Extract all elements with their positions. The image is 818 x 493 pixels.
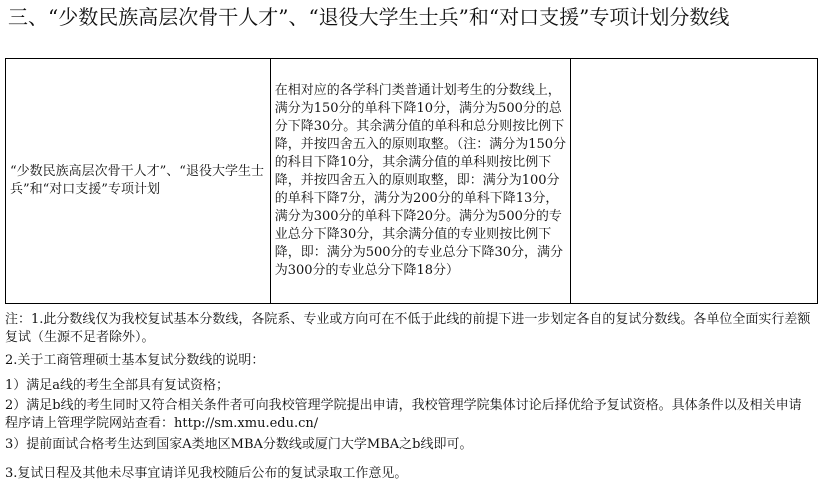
section-heading: 三、“少数民族高层次骨干人才”、“退役大学生士兵”和“对口支援”专项计划分数线: [8, 5, 730, 29]
empty-cell: [571, 59, 818, 304]
note-2-item-3: 3）提前面试合格考生达到国家A类地区MBA分数线或厦门大学MBA之b线即可。: [5, 437, 473, 452]
score-rule-cell: 在相对应的各学科门类普通计划考生的分数线上，满分为150分的单科下降10分，满分为500分的总分下降30分。其余满分值的单科和总分则按比例下降，并按四舍五入的原则取整。（注：满分为150分的科目下降10分，其余满分值的单科则按比例下降，并按四舍五入的原则取整，即：满分为100分的单科下降7分，满分为200分的单科下降13分，满分为300分的单科下降20分。满分为500分的专业总分下降30分，其余满分值的专业则按比例下降，即：满分为500分的专业总分下降30分，满分为300分的专业总分下降18分）: [270, 59, 571, 304]
note-2-heading: 2.关于工商管理硕士基本复试分数线的说明：: [5, 353, 265, 368]
plan-name-cell: “少数民族高层次骨干人才”、“退役大学生士兵”和“对口支援”专项计划: [6, 59, 271, 304]
special-plan-table: [5, 58, 818, 304]
table-row: [6, 59, 818, 304]
note-1: 注：1.此分数线仅为我校复试基本分数线，各院系、专业或方向可在不低于此线的前提下进一步划定各自的复试分数线。各单位全面实行差额复试（生源不足者除外）。: [5, 312, 811, 345]
note-2-item-2: 2）满足b线的考生同时又符合相关条件者可向我校管理学院提出申请，我校管理学院集体讨论后择优给予复试资格。具体条件以及相关申请程序请上管理学院网站查看：http://sm.xmu.edu.cn/: [5, 398, 802, 431]
note-3: 3.复试日程及其他未尽事宜请详见我校随后公布的复试录取工作意见。: [5, 466, 408, 481]
note-2-item-1: 1）满足a线的考生全部具有复试资格；: [5, 378, 230, 393]
